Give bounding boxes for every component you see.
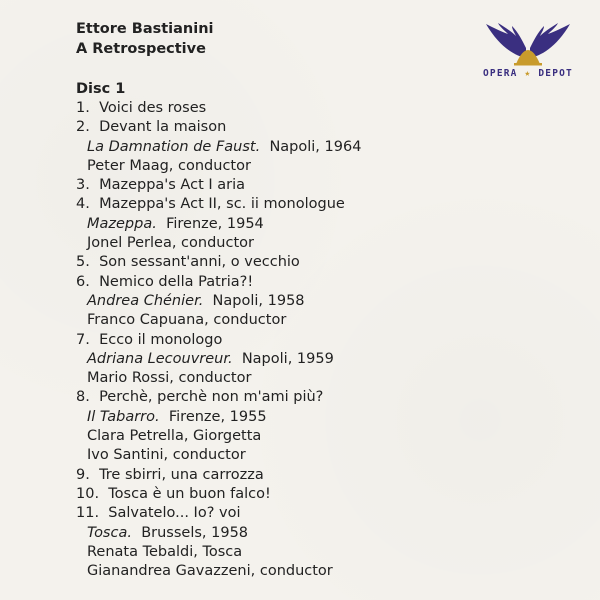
performance-line: [76, 350, 361, 369]
star-icon: ★: [524, 68, 532, 79]
track-number: 5.: [76, 254, 90, 271]
track-line: [76, 273, 361, 292]
track-line: [76, 388, 361, 407]
track-title: Salvatelo... Io? voi: [108, 505, 241, 522]
track-line: [76, 118, 361, 137]
opera-depot-logo: [478, 18, 578, 88]
track-number: 1.: [76, 100, 90, 116]
venue-year: Firenze, 1954: [166, 215, 264, 232]
performance-line: [76, 292, 361, 311]
track-title: Mazeppa's Act II, sc. ii monologue: [99, 196, 345, 213]
logo-word-right: DEPOT: [538, 68, 573, 79]
album-title: A Retrospective: [76, 41, 206, 57]
disc-label: Disc 1: [76, 81, 126, 97]
artist-name: Ettore Bastianini: [76, 21, 214, 37]
logo-wordmark: [478, 68, 578, 79]
track-line: [76, 176, 361, 195]
venue-year: Napoli, 1959: [241, 350, 334, 367]
opera-work: Tosca.: [87, 524, 132, 541]
credit-line: Peter Maag, conductor: [87, 157, 251, 174]
track-number: 9.: [76, 466, 90, 483]
performance-line: [76, 138, 361, 157]
track-number: 6.: [76, 273, 90, 290]
track-number: 11.: [76, 505, 100, 522]
credit-line: Clara Petrella, Giorgetta: [87, 428, 262, 445]
credit-line: Jonel Perlea, conductor: [87, 235, 254, 252]
venue-year: Brussels, 1958: [141, 524, 249, 541]
track-line: [76, 195, 361, 214]
credit-line: Franco Capuana, conductor: [87, 312, 287, 329]
credit-line: Ivo Santini, conductor: [87, 447, 246, 464]
track-title: Nemico della Patria?!: [99, 273, 254, 290]
track-title: Devant la maison: [99, 119, 227, 136]
track-title: Tosca è un buon falco!: [108, 485, 271, 502]
opera-work: La Damnation de Faust.: [87, 138, 261, 155]
venue-year: Napoli, 1964: [269, 138, 362, 155]
track-number: 8.: [76, 389, 90, 406]
track-number: 3.: [76, 177, 90, 194]
opera-work: Il Tabarro.: [87, 408, 160, 425]
track-title: Voici des roses: [99, 100, 207, 116]
venue-year: Firenze, 1955: [168, 408, 267, 425]
album-header: [76, 19, 214, 59]
credit-line: Mario Rossi, conductor: [87, 370, 252, 387]
performance-line: [76, 215, 361, 234]
track-title: Ecco il monologo: [99, 331, 223, 348]
winged-dome-icon: [478, 18, 578, 68]
track-number: 2.: [76, 119, 90, 136]
track-title: Perchè, perchè non m'ami più?: [99, 389, 324, 406]
opera-work: Adriana Lecouvreur.: [87, 350, 233, 367]
opera-work: Andrea Chénier.: [87, 292, 204, 309]
venue-year: Napoli, 1958: [212, 292, 305, 309]
track-line: [76, 331, 361, 350]
track-title: Mazeppa's Act I aria: [99, 177, 246, 194]
logo-word-left: OPERA: [483, 68, 518, 79]
opera-work: Mazeppa.: [87, 215, 157, 232]
track-title: Son sessant'anni, o vecchio: [99, 254, 300, 271]
track-number: 7.: [76, 331, 90, 348]
track-line: [76, 485, 361, 504]
track-list: [76, 99, 361, 581]
credit-line: Gianandrea Gavazzeni, conductor: [87, 563, 333, 580]
track-number: 10.: [76, 485, 100, 502]
performance-line: [76, 408, 361, 427]
track-line: [76, 253, 361, 272]
track-line: [76, 99, 361, 118]
performance-line: [76, 524, 361, 543]
track-number: 4.: [76, 196, 90, 213]
track-line: [76, 466, 361, 485]
credit-line: Renata Tebaldi, Tosca: [87, 543, 243, 560]
track-title: Tre sbirri, una carrozza: [99, 466, 264, 483]
track-line: [76, 504, 361, 523]
